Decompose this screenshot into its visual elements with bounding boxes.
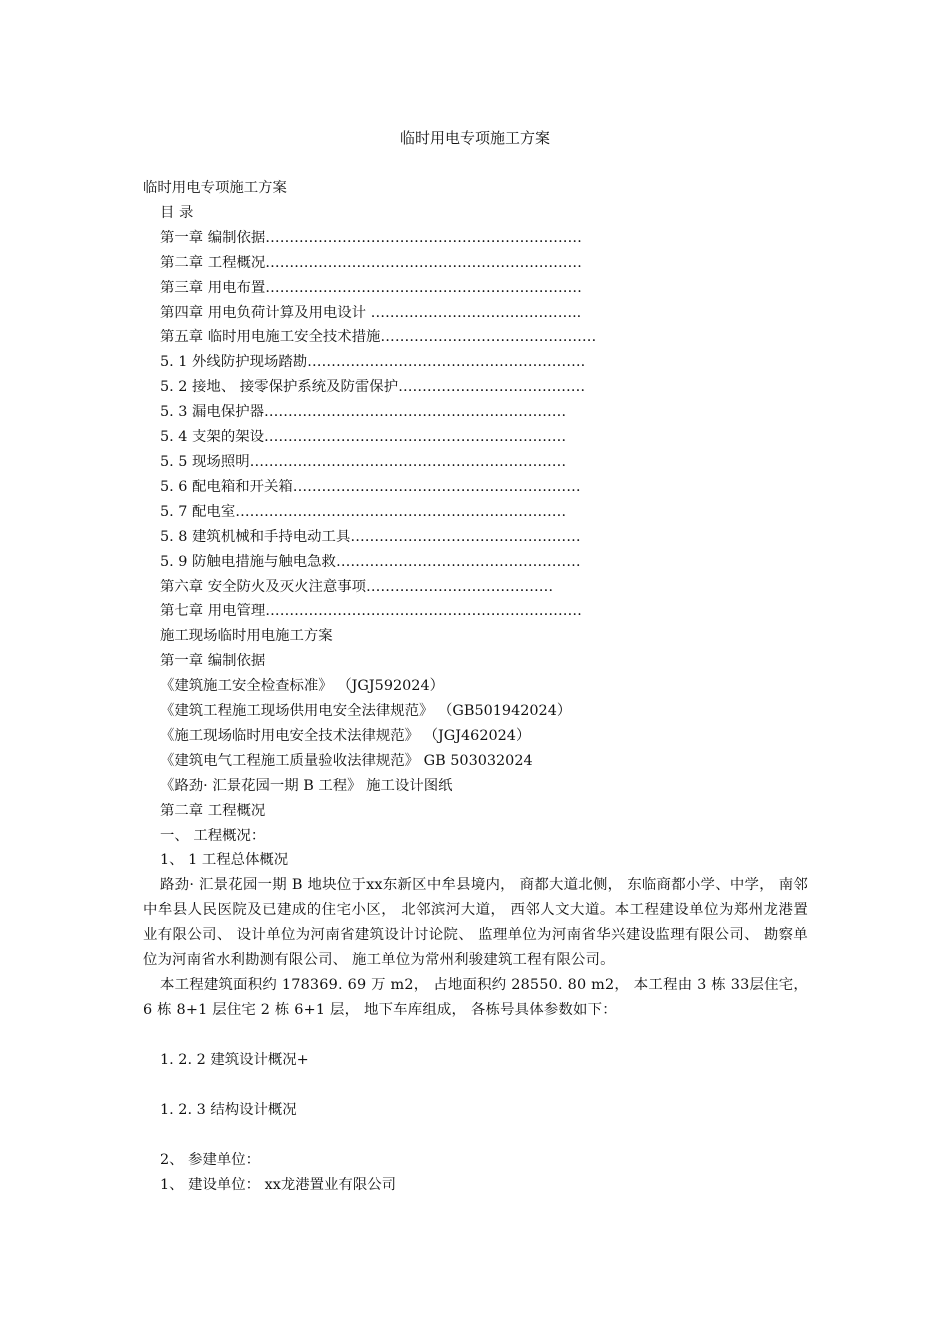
subsection-heading: 1. 2. 2 建筑设计概况+ [160,1051,309,1068]
toc-item: 第三章 用电布置………………………………………………………… [160,279,582,296]
subsection-heading: 1、 1 工程总体概况 [160,852,289,869]
subsection-heading: 1、 建设单位： xx龙港置业有限公司 [160,1176,397,1193]
toc-item: 第一章 编制依据………………………………………………………… [160,229,582,246]
toc-item: 第七章 用电管理………………………………………………………… [160,603,582,620]
reference-item: 《建筑电气工程施工质量验收法律规范》 GB 503032024 [160,752,533,769]
body-paragraph: 路劲· 汇景花园一期 B 地块位于xx东新区中牟县境内， 商都大道北侧， 东临商都小学、中学， 南邻中牟县人民医院及已建成的住宅小区， 北邻滨河大道， 西邻人文大道。本工程建设单位为郑州龙港置业有限公司、 设计单位为河南省建筑设计讨论院、 监理单位为河南省华兴建设监理有限公司、 勘察单位为河南省水利勘测有限公司、 施工单位为常州利骏建筑工程有限公司。 [143,877,808,969]
page-header-title: 临时用电专项施工方案 [399,129,550,147]
subsection-heading: 1. 2. 3 结构设计概况 [160,1101,297,1118]
toc-item: 5. 1 外线防护现场踏勘…………………………………………………. [160,354,586,371]
reference-item: 《建筑工程施工现场供用电安全法律规范》 （GB501942024） [160,703,572,720]
toc-item: 第六章 安全防火及灭火注意事项………………………………… [160,578,554,595]
toc-item: 第二章 工程概况………………………………………………………… [160,254,582,271]
reference-list [143,674,808,799]
toc-item: 第四章 用电负荷计算及用电设计 …………………………………….. [160,304,582,321]
toc-item: 5. 4 支架的架设……………………………………………………… [160,429,567,446]
chapter-1-title: 第一章 编制依据 [160,653,266,670]
body-paragraph: 本工程建筑面积约 178369. 69 万 m2， 占地面积约 28550. 80 m2， 本工程由 3 栋 33层住宅， 6 栋 8+1 层住宅 2 栋 6+1 层， 地下车库组成， 各栋号具体参数如下： [143,977,808,1018]
document-body [143,176,808,1197]
table-of-contents [143,226,808,625]
toc-item: 5. 7 配电室…………………………………………………………… [160,503,567,520]
reference-item: 《路劲· 汇景花园一期 B 工程》 施工设计图纸 [160,777,453,794]
toc-item: 5. 9 防触电措施与触电急救…………………………………………… [160,553,581,570]
document-title: 临时用电专项施工方案 [143,180,287,196]
toc-item: 5. 5 现场照明………………………………………………………… [160,453,567,470]
subsection-heading: 一、 工程概况： [160,827,266,844]
spacer [143,1023,808,1048]
toc-heading: 目 录 [160,204,194,221]
toc-item: 5. 3 漏电保护器……………………………………………………… [160,404,567,421]
section-title: 施工现场临时用电施工方案 [160,628,333,645]
toc-item: 5. 6 配电箱和开关箱…………………………………………………… [160,478,581,495]
toc-item: 5. 2 接地、 接零保护系统及防雷保护………………………………… [160,379,586,396]
chapter-2-title: 第二章 工程概况 [160,802,266,819]
toc-item: 第五章 临时用电施工安全技术措施……………………………………… [160,329,597,346]
toc-item: 5. 8 建筑机械和手持电动工具………………………………………… [160,528,581,545]
spacer [143,1123,808,1148]
subsection-heading: 2、 参建单位： [160,1151,261,1168]
spacer [143,1073,808,1098]
reference-item: 《施工现场临时用电安全技术法律规范》 （JGJ462024） [160,727,531,744]
reference-item: 《建筑施工安全检查标准》 （JGJ592024） [160,678,445,695]
